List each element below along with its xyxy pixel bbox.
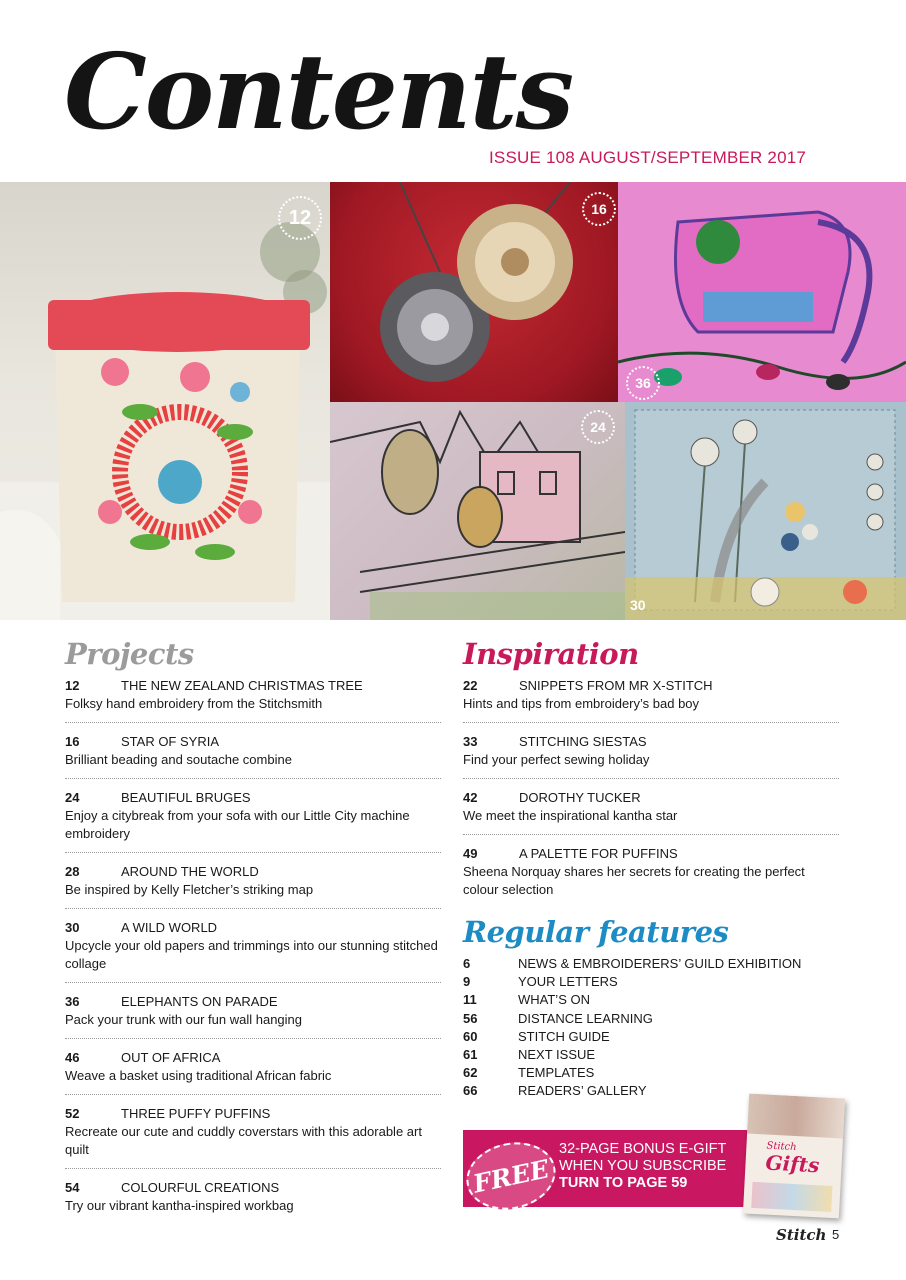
entry-header: [65, 919, 441, 936]
entry-description: Find your perfect sewing holiday: [463, 752, 650, 767]
projects-entry[interactable]: [65, 789, 441, 853]
entry-title: DOROTHY TUCKER: [519, 790, 641, 805]
collage-illustration: [625, 402, 906, 620]
entry-description: Recreate our cute and cuddly coverstars with this adorable art quilt: [65, 1124, 422, 1157]
page-number-ref: 46: [65, 1050, 80, 1065]
entry-header: [65, 677, 441, 694]
regular-feature-item[interactable]: [463, 1064, 839, 1082]
inspiration-heading: Inspiration: [463, 637, 639, 671]
entry-header: [65, 1049, 441, 1066]
photo-elephant-hanging[interactable]: [618, 182, 906, 402]
page-number-ref: 60: [463, 1028, 478, 1044]
footer-brand: Stitch: [776, 1226, 827, 1244]
entry-title: BEAUTIFUL BRUGES: [121, 790, 251, 805]
entry-header: [463, 845, 839, 862]
entry-description: Weave a basket using traditional African fabric: [65, 1068, 332, 1083]
page-number-ref: 6: [463, 956, 471, 971]
inspiration-entry[interactable]: [463, 677, 839, 723]
page-number-ref: 36: [65, 994, 80, 1009]
regular-feature-item[interactable]: [463, 1028, 839, 1046]
regular-feature-item[interactable]: [463, 955, 839, 973]
page-badge-12: 12: [278, 196, 322, 240]
free-badge: FREE: [460, 1134, 562, 1217]
regular-feature-item[interactable]: [463, 973, 839, 991]
entry-title: STAR OF SYRIA: [121, 734, 219, 749]
bruges-illustration: [330, 402, 625, 620]
projects-entry[interactable]: [65, 1049, 441, 1095]
page-number-ref: 33: [463, 734, 478, 749]
feature-title: READERS’ GALLERY: [518, 1083, 647, 1099]
projects-entry[interactable]: [65, 993, 441, 1039]
photo-embroidered-bag[interactable]: [0, 182, 330, 620]
page-badge-36: 36: [626, 366, 660, 400]
feature-title: DISTANCE LEARNING: [518, 1010, 653, 1026]
page-number-ref: 30: [65, 920, 80, 935]
page-number-ref: 12: [65, 678, 80, 693]
page-number-ref: 54: [65, 1180, 80, 1195]
inspiration-column: [463, 637, 839, 1101]
gifts-magazine-cover[interactable]: [743, 1094, 845, 1219]
photo-stitched-collage[interactable]: [625, 402, 906, 620]
page-badge-30: 30: [630, 597, 646, 613]
entry-description: Try our vibrant kantha-inspired workbag: [65, 1198, 294, 1213]
entry-header: [463, 733, 839, 750]
regular-feature-item[interactable]: [463, 1010, 839, 1028]
page-number-ref: 42: [463, 790, 478, 805]
page-number-ref: 61: [463, 1047, 478, 1063]
entry-description: Hints and tips from embroidery’s bad boy: [463, 696, 700, 711]
bag-illustration: [0, 182, 330, 620]
projects-entry[interactable]: [65, 1105, 441, 1169]
entry-title: A WILD WORLD: [121, 920, 218, 935]
feature-title: NEXT ISSUE: [518, 1047, 596, 1063]
promo-line-3: TURN TO PAGE 59: [559, 1175, 688, 1191]
page-number-ref: 22: [463, 678, 478, 693]
regular-feature-item[interactable]: [463, 1046, 839, 1064]
page-title: Contents: [64, 30, 573, 153]
entry-title: STITCHING SIESTAS: [519, 734, 647, 749]
projects-entry[interactable]: [65, 677, 441, 723]
entry-header: [65, 993, 441, 1010]
pendant-illustration: [330, 182, 618, 402]
promo-line-2: WHEN YOU SUBSCRIBE: [559, 1158, 727, 1174]
feature-title: STITCH GUIDE: [518, 1028, 610, 1044]
page-number: 5: [832, 1227, 840, 1242]
entry-title: SNIPPETS FROM MR X-STITCH: [519, 678, 713, 693]
projects-column: [65, 637, 441, 1234]
inspiration-entry[interactable]: [463, 789, 839, 835]
entry-header: [65, 733, 441, 750]
promo-line-1: 32-PAGE BONUS E-GIFT: [559, 1141, 727, 1157]
entry-description: Pack your trunk with our fun wall hanging: [65, 1012, 303, 1027]
projects-entry[interactable]: [65, 919, 441, 983]
feature-title: WHAT’S ON: [518, 992, 590, 1008]
issue-line: ISSUE 108 AUGUST/SEPTEMBER 2017: [489, 148, 807, 167]
entry-description: Folksy hand embroidery from the Stitchsmith: [65, 696, 323, 711]
projects-entry[interactable]: [65, 863, 441, 909]
page-number-ref: 62: [463, 1065, 478, 1081]
page-number-ref: 9: [463, 974, 471, 990]
entry-title: THE NEW ZEALAND CHRISTMAS TREE: [121, 678, 363, 693]
photo-soutache-pendants[interactable]: [330, 182, 618, 402]
entry-description: Upcycle your old papers and trimmings into our stunning stitched collage: [65, 938, 438, 971]
regular-heading: Regular features: [463, 915, 729, 949]
feature-title: TEMPLATES: [518, 1065, 595, 1081]
promo-text: [559, 1141, 726, 1192]
page-number-ref: 24: [65, 790, 80, 805]
entry-header: [65, 863, 441, 880]
elephant-illustration: [618, 182, 906, 402]
entry-title: ELEPHANTS ON PARADE: [121, 994, 278, 1009]
inspiration-entry[interactable]: [463, 733, 839, 779]
photo-collage: [0, 182, 906, 620]
projects-entry[interactable]: [65, 733, 441, 779]
page-number-ref: 11: [463, 992, 477, 1008]
page-badge-16: 16: [582, 192, 616, 226]
entry-description: Brilliant beading and soutache combine: [65, 752, 292, 767]
projects-entry[interactable]: [65, 1179, 441, 1224]
page-number-ref: 56: [463, 1010, 478, 1026]
entry-description: Enjoy a citybreak from your sofa with our Little City machine embroidery: [65, 808, 410, 841]
page-number-ref: 28: [65, 864, 80, 879]
entry-title: THREE PUFFY PUFFINS: [121, 1106, 271, 1121]
entry-header: [463, 789, 839, 806]
feature-title: YOUR LETTERS: [518, 974, 618, 990]
page-number-ref: 52: [65, 1106, 80, 1121]
entry-title: A PALETTE FOR PUFFINS: [519, 846, 678, 861]
entry-header: [65, 1105, 441, 1122]
regular-list: [463, 955, 839, 1101]
projects-heading: Projects: [65, 637, 194, 671]
photo-bruges-embroidery[interactable]: [330, 402, 625, 620]
entry-header: [65, 789, 441, 806]
inspiration-entry[interactable]: [463, 845, 839, 908]
inspiration-list: [463, 677, 839, 908]
entry-description: Sheena Norquay shares her secrets for creating the perfect colour selection: [463, 864, 805, 897]
page-number-ref: 16: [65, 734, 80, 749]
entry-title: AROUND THE WORLD: [121, 864, 259, 879]
mag-brand: Stitch: [766, 1140, 797, 1154]
entry-title: OUT OF AFRICA: [121, 1050, 221, 1065]
entry-title: COLOURFUL CREATIONS: [121, 1180, 280, 1195]
page-number-ref: 49: [463, 846, 478, 861]
entry-header: [65, 1179, 441, 1196]
entry-header: [463, 677, 839, 694]
page-badge-24: 24: [581, 410, 615, 444]
projects-list: [65, 677, 441, 1224]
page-number-ref: 66: [463, 1083, 478, 1099]
entry-description: Be inspired by Kelly Fletcher’s striking map: [65, 882, 314, 897]
feature-title: NEWS & EMBROIDERERS’ GUILD EXHIBITION: [518, 956, 802, 971]
regular-feature-item[interactable]: [463, 991, 839, 1009]
entry-description: We meet the inspirational kantha star: [463, 808, 678, 823]
mag-title: Gifts: [764, 1150, 820, 1178]
